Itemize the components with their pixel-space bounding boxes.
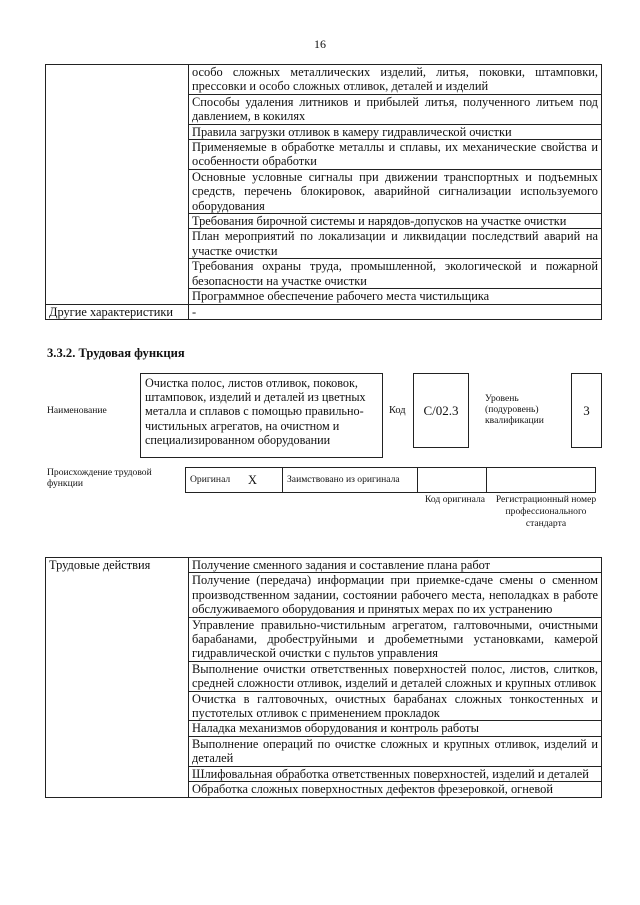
section-title: 3.3.2. Трудовая функция bbox=[47, 346, 185, 360]
other-characteristics-value: - bbox=[189, 304, 602, 319]
table-cell: Наладка механизмов оборудования и контроль работы bbox=[189, 721, 602, 736]
original-label: Оригинал bbox=[186, 468, 245, 493]
table-cell: Очистка в галтовочных, очистных барабанах сложных тонкостенных и пустотелых отливок с применением прокладок bbox=[189, 691, 602, 721]
other-characteristics-label: Другие характеристики bbox=[46, 304, 189, 319]
original-code-cell bbox=[418, 468, 487, 493]
table-cell: Получение сменного задания и составление плана работ bbox=[189, 558, 602, 573]
table-cell: особо сложных металлических изделий, литья, поковки, штамповки, прессовки и особо сложных отливок, деталей и изделий bbox=[189, 65, 602, 95]
table-cell: Требования бирочной системы и нарядов-допусков на участке очистки bbox=[189, 214, 602, 229]
table-cell: Шлифовальная обработка ответственных поверхностей, изделий и деталей bbox=[189, 766, 602, 781]
table-cell: Обработка сложных поверхностных дефектов фрезеровкой, огневой bbox=[189, 782, 602, 797]
table-cell: Основные условные сигналы при движении транспортных и подъемных средств, перечень блокировок, аварийной сигнализации используемого оборудования bbox=[189, 169, 602, 213]
table-row bbox=[46, 65, 602, 95]
origin-table bbox=[185, 467, 596, 493]
table-cell: Правила загрузки отливок в камеру гидравлической очистки bbox=[189, 124, 602, 139]
registration-number-cell bbox=[487, 468, 596, 493]
origin-label: Происхождение трудовой функции bbox=[47, 467, 152, 489]
table-cell: Выполнение операций по очистке сложных и крупных отливок, изделий и деталей bbox=[189, 736, 602, 766]
table-row bbox=[186, 468, 596, 493]
code-caption: Код оригинала bbox=[424, 494, 486, 505]
table-cell: Управление правильно-чистильным агрегатом, галтовочными, очистными барабанами, дробеструйными и дробеметными установками, камерой гидравлической очистки с пультов управления bbox=[189, 617, 602, 661]
actions-label: Трудовые действия bbox=[46, 558, 189, 798]
table-cell: Получение (передача) информации при приемке-сдаче смены о сменном производственном задании, состоянии рабочего места, неполадках в работе обслуживаемого оборудования и принятых мерах по их устранению bbox=[189, 573, 602, 617]
actions-table bbox=[45, 557, 602, 798]
page-number: 16 bbox=[314, 37, 326, 51]
table-cell: Программное обеспечение рабочего места чистильщика bbox=[189, 289, 602, 304]
function-name-box: Очистка полос, листов отливок, поковок, штамповок, изделий и деталей из цветных металла и сплавов с помощью правильно-чистильных агрегатов, на очистном и специализированном оборудовании bbox=[140, 373, 383, 458]
name-label: Наименование bbox=[47, 405, 107, 416]
table-cell: Применяемые в обработке металлы и сплавы, их механические свойства и особенности обработки bbox=[189, 140, 602, 170]
code-label: Код bbox=[389, 405, 406, 416]
knowledge-table bbox=[45, 64, 602, 320]
table-cell: План мероприятий по локализации и ликвидации последствий аварий на участке очистки bbox=[189, 229, 602, 259]
borrowed-label: Заимствовано из оригинала bbox=[283, 468, 418, 493]
registration-caption: Регистрационный номер профессионального стандарта bbox=[495, 494, 597, 529]
table-row bbox=[46, 558, 602, 573]
table-cell: Выполнение очистки ответственных поверхностей полос, листов, слитков, средней сложности отливок, изделий и деталей сложных и крупных отливок bbox=[189, 661, 602, 691]
table-row bbox=[46, 304, 602, 319]
table-cell: Требования охраны труда, промышленной, экологической и пожарной безопасности на участке очистки bbox=[189, 259, 602, 289]
original-mark: X bbox=[244, 468, 283, 493]
level-box: 3 bbox=[571, 373, 602, 448]
label-cell-empty bbox=[46, 65, 189, 305]
function-code-box: C/02.3 bbox=[413, 373, 469, 448]
table-cell: Способы удаления литников и прибылей литья, полученного литьем под давлением, в кокилях bbox=[189, 94, 602, 124]
level-label: Уровень (подуровень) квалификации bbox=[485, 393, 544, 426]
